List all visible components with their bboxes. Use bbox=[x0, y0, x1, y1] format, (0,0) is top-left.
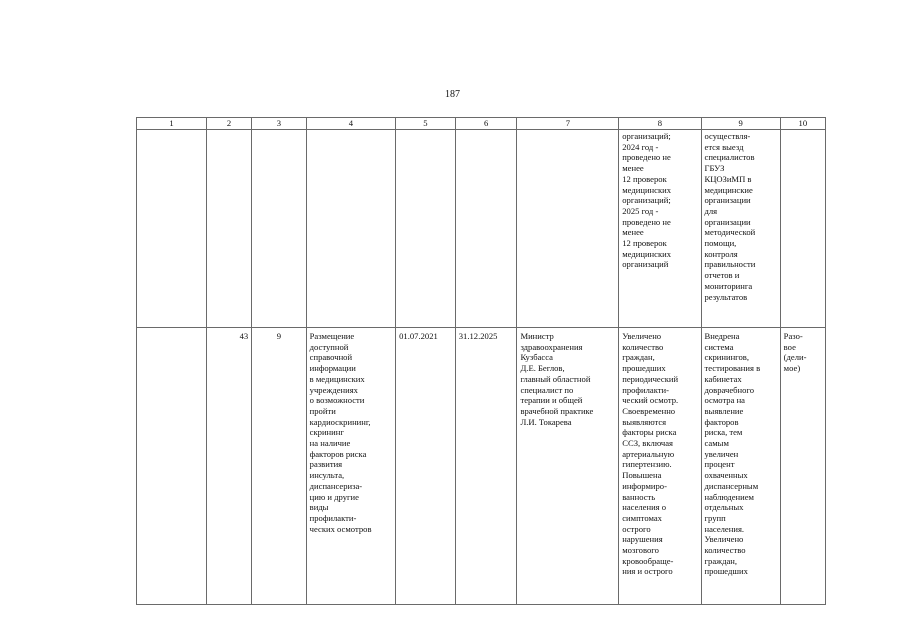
responsible-cell: Министр здравоохранения Кузбасса Д.Е. Беглов, главный областной специалист по терапии и общей врачебной практике Л.И. Токарева bbox=[517, 328, 619, 605]
column-number: 8 bbox=[619, 118, 701, 130]
column-number: 10 bbox=[780, 118, 825, 130]
column-number: 6 bbox=[455, 118, 517, 130]
table-cell bbox=[396, 130, 456, 328]
column-number: 4 bbox=[306, 118, 395, 130]
indicators-cell: осуществля- ется выезд специалистов ГБУЗ КЦОЗиМП в медицинские организации для организации методической помощи, контроля правильности отчетов и мониторинга результатов bbox=[701, 130, 780, 328]
table-cell bbox=[252, 130, 307, 328]
measure-description-cell: Размещение доступной справочной информации в медицинских учреждениях о возможности пройти кардиоскрининг, скрининг на наличие факторов риска развития инсульта, диспансериза- цию и другие виды профилакти- ческих осмотров bbox=[306, 328, 395, 605]
table-cell bbox=[306, 130, 395, 328]
row-number-cell: 43 bbox=[206, 328, 251, 605]
table-row bbox=[137, 130, 826, 328]
indicators-cell: Внедрена система скринингов, тестирования в кабинетах доврачебного осмотра на выявление факторов риска, тем самым увеличен процент охваченных диспансерным наблюдением отдельных групп населения. Увеличено количество граждан, прошедших bbox=[701, 328, 780, 605]
table-cell bbox=[137, 328, 207, 605]
column-number: 7 bbox=[517, 118, 619, 130]
table-cell bbox=[455, 130, 517, 328]
end-date-cell: 31.12.2025 bbox=[455, 328, 517, 605]
table-cell bbox=[517, 130, 619, 328]
measures-table bbox=[136, 117, 826, 605]
table-cell bbox=[137, 130, 207, 328]
results-cell: организаций; 2024 год - проведено не менее 12 проверок медицинских организаций; 2025 год - проведено не менее 12 проверок медицинских организаций bbox=[619, 130, 701, 328]
type-cell: Разо- вое (дели- мое) bbox=[780, 328, 825, 605]
table-cell bbox=[780, 130, 825, 328]
table-header-row bbox=[137, 118, 826, 130]
page-number: 187 bbox=[445, 89, 460, 100]
column-number: 9 bbox=[701, 118, 780, 130]
item-number-cell: 9 bbox=[252, 328, 307, 605]
column-number: 5 bbox=[396, 118, 456, 130]
table-cell bbox=[206, 130, 251, 328]
start-date-cell: 01.07.2021 bbox=[396, 328, 456, 605]
column-number: 2 bbox=[206, 118, 251, 130]
column-number: 1 bbox=[137, 118, 207, 130]
table-row bbox=[137, 328, 826, 605]
column-number: 3 bbox=[252, 118, 307, 130]
results-cell: Увеличено количество граждан, прошедших периодический профилакти- ческий осмотр. Своевременно выявляются факторы риска ССЗ, включая артериальную гипертензию. Повышена информиро- ванность населения о симптомах острого нарушения мозгового кровообраще- ния и острого bbox=[619, 328, 701, 605]
